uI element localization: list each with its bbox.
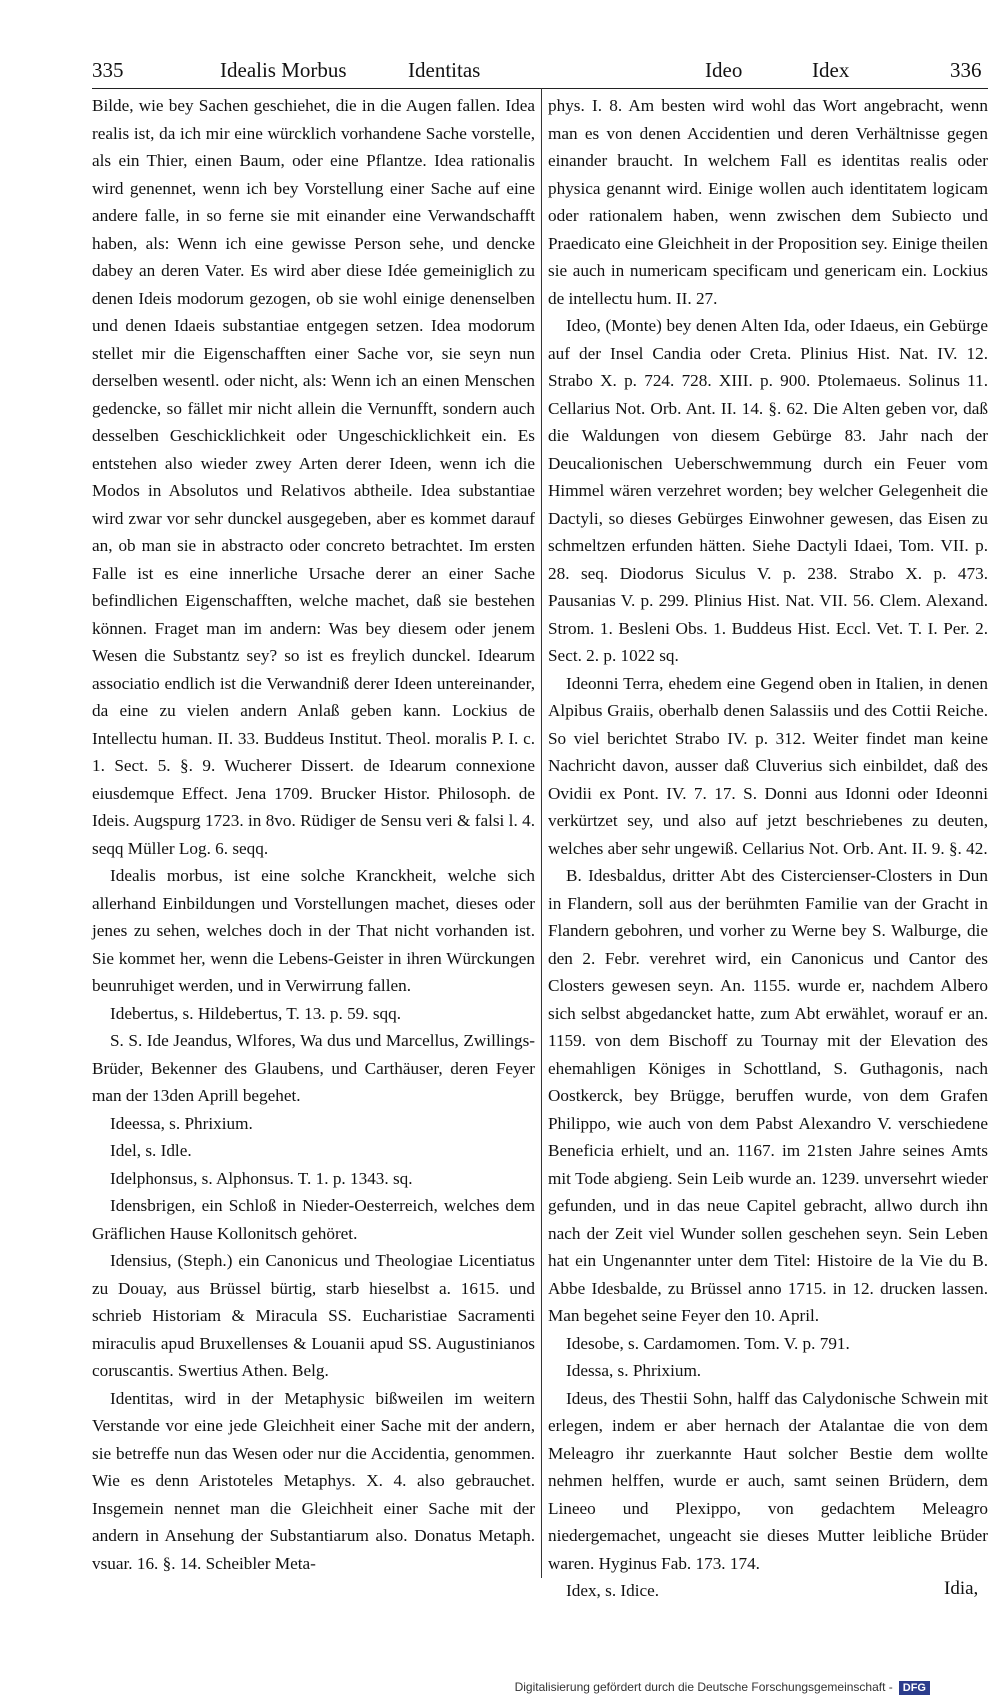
entry-ideessa: Ideessa, s. Phrixium. [110,1113,253,1133]
catchword: Idia, [944,1578,979,1599]
entry-identitas-continued: phys. I. 8. Am besten wird wohl das Wort angebracht, wenn man es von denen Accidentien und deren Verhältnisse gegen einander braucht. In welchem Fall es identitas realis oder physica genannt wird. Einige wollen auch identitatem logicam oder rationalem haben, wenn zwischen dem Subiecto und Praedicato eine Gleichheit in der Proposition sey. Einige theilen sie auch in numericam specificam und genericam ein. Lockius de intellectu hum. II. 27. [548,96,988,308]
entry-identitas: Identitas, wird in der Metaphysic bißweilen im weitern Verstande vor eine jede Gleichheit einer Sache mit der andern, sie betreffe nun das Wesen oder nur die Accidentia, genommen. Wie es denn Aristoteles Metaphys. X. 4. also gebrauchet. Insgemein nennet man die Gleichheit einer Sache mit der andern in Ansehung der Substantiarum also. Donatus Metaph. vsuar. 16. §. 14. Scheibler Meta- [92,1388,535,1573]
header-keyword-right-1: Ideo [705,58,743,82]
header-rule [92,88,988,89]
entry-idensius: Idensius, (Steph.) ein Canonicus und Theologiae Licentiatus zu Douay, aus Brüssel bürtig, starb hieselbst a. 1615. und schrieb Historiam & Miracula SS. Eucharistiae Sacramenti miraculis apud Bruxellenses & Louanii apud SS. Augustinianos coruscantis. Swertius Athen. Belg. [92,1251,535,1380]
dfg-logo: DFG [899,1681,930,1695]
left-column [92,92,535,1577]
header-keyword-right-2: Idex [812,58,850,82]
entry-idebertus: Idebertus, s. Hildebertus, T. 13. p. 59. sqq. [110,1003,402,1023]
entry-idelphonsus: Idelphonsus, s. Alphonsus. T. 1. p. 1343. sq. [110,1168,413,1188]
page-number-left: 335 [92,58,124,82]
column-divider [541,88,542,1578]
entry-idex: Idex, s. Idice. [566,1581,660,1600]
digitization-footer [515,1680,930,1695]
entry-idessa: Idessa, s. Phrixium. [566,1361,702,1380]
entry-ideo: Ideo, (Monte) bey denen Alten Ida, oder Idaeus, ein Gebürge auf der Insel Candia oder Creta. Plinius Hist. Nat. IV. 12. Strabo X. p. 724. 728. XIII. p. 900. Ptolemaeus. Solinus 11. Cellarius Not. Orb. Ant. II. 14. §. 62. Die Alten geben vor, daß die Waldungen von diesem Gebürge 83. Jahr nach der Deucalionischen Ueberschwemmung durch ein Feuer vom Himmel wären verzehret worden; bey welcher Gelegenheit die Dactyli, so dieses Gebürges Einwohner gewesen, das Eisen zu schmeltzen erfunden hätten. Siehe Dactyli Idaei, Tom. VII. p. 28. seq. Diodorus Siculus V. p. 238. Strabo X. p. 473. Pausanias V. p. 299. Plinius Hist. Nat. VII. 56. Clem. Alexand. Strom. 1. Besleni Obs. 1. Buddeus Hist. Eccl. Vet. T. I. Per. 2. Sect. 2. p. 1022 sq. [548,316,988,665]
header-keyword-left-1: Idealis Morbus [220,58,347,82]
entry-idealis-morbus: Idealis morbus, ist eine solche Kranckheit, welche sich allerhand Einbildungen und Vorstellungen machet, dieses oder jenes zu sehen, welches doch in der That nicht vorhanden ist. Sie kommet her, wenn die Lebens-Geister in ihren Würckungen beunruhiget werden, und in Verwirrung fallen. [92,866,535,995]
header-keyword-left-2: Identitas [408,58,481,82]
page-number-right: 336 [950,58,982,82]
entry-ideus: Ideus, des Thestii Sohn, halff das Calydonische Schwein mit erlegen, indem er aber hernach der Atalantae die von dem Meleagro ihr zuerkannte Haut solcher Bestie dem wollte nehmen helffen, wurde er auch, samt seinen Brüdern, dem Lineeo und Plexippo, von gedachtem Meleagro niedergemachet, ungeacht sie dieses Mutter leibliche Brüder waren. Hyginus Fab. 173. 174. [548,1388,988,1573]
entry-idea-continued: Bilde, wie bey Sachen geschiehet, die in die Augen fallen. Idea realis ist, da ich mir eine würcklich vorhandene Sache vorstelle, als ein Thier, einen Baum, oder eine Pflantze. Idea rationalis wird genennet, wenn ich bey Vorstellung einer Sache auf eine andere falle, in so ferne sie mit einander eine Verwandschafft haben, als: Wenn ich eine gewisse Person sehe, und dencke dabey an deren Vater. Es wird aber diese Idée gemeiniglich zu denen Ideis modorum gezogen, ob sie wohl einige denenselben und denen Idaeis substantiae entgegen setzen. Idea modorum stellet mir die Eigenschafften einer Sache vor, sie seyn nun derselben wesentl. oder nicht, als: Wenn ich an einen Menschen gedencke, so fället mir nicht allein die Vernunfft, sondern auch desselben Geschicklichkeit oder Ungeschicklichkeit ein. Es entstehen also wieder zwey Arten derer Ideen, wenn ich die Modos in Absolutos und Relativos abtheile. Idea substantiae wird zwar vor sehr dunckel ausgegeben, aber es kommet darauf an, ob man sie in abstracto oder concreto betrachtet. Im ersten Falle ist es eine innerliche Ursache derer an einer Sache befindlichen Eigenschafften, welche machet, daß sie bestehen können. Fraget man im andern: Was bey diesem oder jenem Wesen die Substantz sey? so ist es freylich dunckel. Idearum associatio endlich ist die Verwandniß derer Ideen untereinander, da eine zu vielen andern Anlaß geben kann. Lockius de Intellectu human. II. 33. Buddeus Institut. Theol. moralis P. I. c. 1. Sect. 5. §. 9. Wucherer Dissert. de Idearum connexione eiusdemque Effect. Jena 1709. Brucker Histor. Philosoph. de Ideis. Augspurg 1723. in 8vo. Rüdiger de Sensu veri & falsi l. 4. seqq Müller Log. 6. seqq. [92,96,535,858]
entry-ide-jeandus: S. S. Ide Jeandus, Wlfores, Wa dus und Marcellus, Zwillings-Brüder, Bekenner des Glaubens, und Carthäuser, deren Feyer man der 13den Aprill begehet. [92,1031,535,1105]
entry-idesobe: Idesobe, s. Cardamomen. Tom. V. p. 791. [566,1333,850,1353]
entry-ideonni-terra: Ideonni Terra, ehedem eine Gegend oben in Italien, in denen Alpibus Graiis, oberhalb denen Salassiis und des Cottii Reiche. So viel berichtet Strabo IV. p. 312. Weiter findet man keine Nachricht davon, ausser daß Cluverius sich einbildet, daß des Ovidii ex Pont. IV. 7. 17. S. Donni aus Idonni oder Ideonni verkürtzet sey, und also auf jetzt beschriebenes zu deuten, welches aber sehr ungewiß. Cellarius Not. Orb. Ant. II. 9. §. 42. [548,673,988,858]
entry-idel: Idel, s. Idle. [110,1141,192,1160]
entry-idensbrigen: Idensbrigen, ein Schloß in Nieder-Oesterreich, welches dem Gräflichen Hause Kollonitsch gehöret. [92,1196,535,1243]
footer-text: Digitalisierung gefördert durch die Deutsche Forschungsgemeinschaft - [514,1680,893,1694]
entry-idesbaldus: B. Idesbaldus, dritter Abt des Cistercienser-Closters in Dun in Flandern, soll aus der berühmten Familie van der Gracht in Flandern gebohren, und vorher zu Werne bey S. Walburge, die den 2. Febr. verehret wird, ein Canonicus und Cantor des Closters gewesen seyn. An. 1155. wurde er, nachdem Albero sich selbst abgedancket hatte, zum Abt erwählet, worauf er an. 1159. von dem Bischoff zu Tournay mit der Elevation des ehemahligen Königes in Schottland, S. Guthagonis, nach Oostkerck, bey Brügge, beruffen wurde, von dem Grafen Philippo, wie auch von dem Pabst Alexandro V. verschiedene Beneficia erhielt, und an. 1167. im 21sten Jahre seines Amts mit Tode abgieng. Sein Leib wurde an. 1239. unversehrt wieder gefunden, und in das neue Capitel gebracht, allwo durch ihn nach der Zeit viel Wunder sollen geschehen seyn. Sein Leben hat ein Ungenannter unter dem Titel: Histoire de la Vie du B. Abbe Idesbalde, zu Brüssel anno 1715. in 12. drucken lassen. Man begehet seine Feyer den 10. April. [548,866,988,1325]
